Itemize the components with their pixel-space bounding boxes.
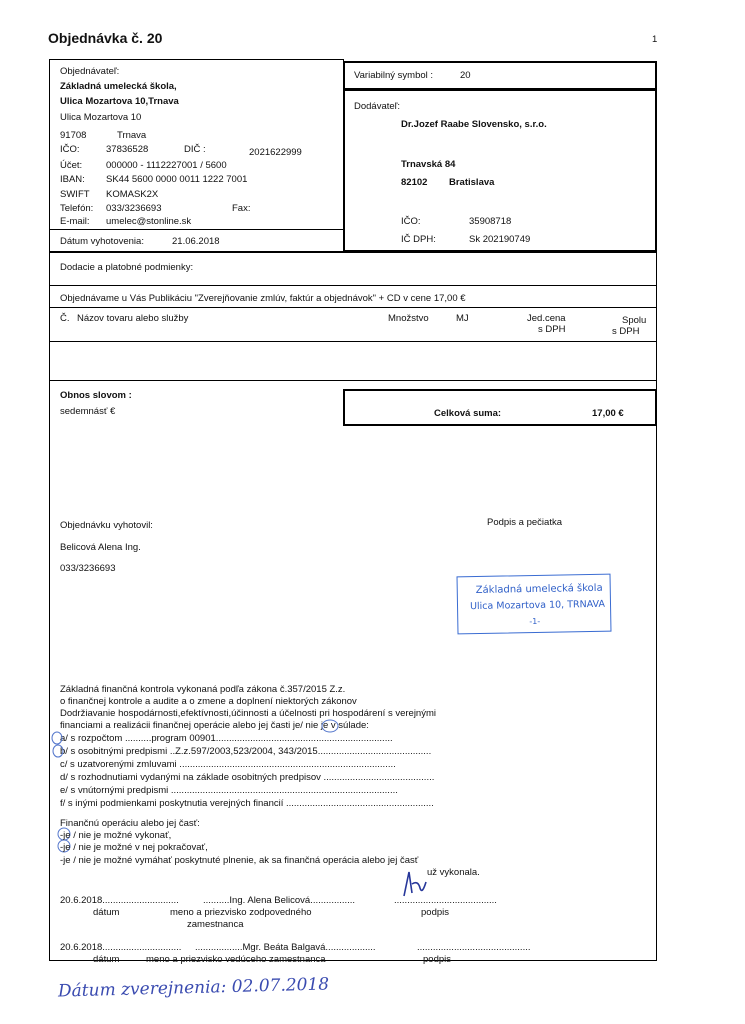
supplier-ico-label: IČO:	[401, 216, 421, 227]
supplier-icdph-label: IČ DPH:	[401, 234, 436, 245]
order-text: Objednávame u Vás Publikáciu "Zverejňovanie zmlúv, faktúr a objednávok" + CD v cene 17,00 €	[60, 293, 466, 304]
prepared-by-label: Objednávku vyhotovil:	[60, 520, 153, 531]
col-no: Č.	[60, 313, 70, 324]
control-item-e: e/ s vnútornými predpismi ......................................................................................	[60, 785, 398, 796]
buyer-swift: KOMASK2X	[106, 189, 159, 200]
buyer-city: Trnava	[117, 130, 147, 141]
buyer-ucet: 000000 - 1112227001 / 5600	[106, 160, 227, 171]
buyer-email-label: E-mail:	[60, 216, 90, 227]
buyer-street-bold: Ulica Mozartova 10,Trnava	[60, 96, 179, 107]
operation-line-2: -je / nie je možné v nej pokračovať,	[60, 842, 208, 853]
control-item-c: c/ s uzatvorenými zmluvami ..................................................................................	[60, 759, 396, 770]
col-price-2: s DPH	[538, 324, 566, 335]
sign1-signature-caption: podpis	[421, 907, 449, 918]
control-item-d: d/ s rozhodnutiami vydanými na základe osobitných predpisov ..........................................	[60, 772, 435, 783]
variable-symbol-label: Variabilný symbol :	[354, 70, 434, 81]
control-item-f: f/ s inými podmienkami poskytnutia verejných financií ........................................................	[60, 798, 434, 809]
buyer-dic: 2021622999	[249, 147, 302, 158]
page-title: Objednávka č. 20	[48, 30, 163, 46]
prepared-by-name: Belicová Alena Ing.	[60, 542, 141, 553]
sign2-date: 20.6.2018..............................	[60, 942, 182, 953]
sign2-signature-caption: podpis	[423, 954, 451, 965]
sign1-name-caption-1: meno a priezvisko zodpovedného	[170, 907, 312, 918]
col-qty: Množstvo	[388, 313, 429, 324]
col-total-1: Spolu	[622, 315, 647, 326]
supplier-icdph: Sk 202190749	[469, 234, 531, 245]
sign1-date-caption: dátum	[93, 907, 120, 918]
buyer-iban-label: IBAN:	[60, 174, 85, 185]
operation-line-1: -je / nie je možné vykonať,	[60, 830, 172, 841]
buyer-tel-label: Telefón:	[60, 203, 94, 214]
buyer-dic-label: DIČ :	[184, 144, 206, 155]
sign1-name-caption-2: zamestnanca	[187, 919, 244, 930]
stamp-line-1: Základná umelecká škola	[475, 582, 603, 597]
supplier-street: Trnavská 84	[401, 159, 456, 170]
col-unit: MJ	[456, 313, 469, 324]
col-name: Názov tovaru alebo služby	[77, 313, 189, 324]
control-item-a: a/ s rozpočtom ..........program 00901...................................................................	[60, 733, 393, 744]
buyer-ico: 37836528	[106, 144, 149, 155]
sign1-signature-line: .......................................	[394, 895, 497, 906]
stamp-line-2: Ulica Mozartova 10, TRNAVA	[469, 598, 606, 613]
amount-words-value: sedemnásť €	[60, 406, 116, 417]
col-price-1: Jed.cena	[527, 313, 566, 324]
buyer-tel: 033/3236693	[106, 203, 162, 214]
variable-symbol-value: 20	[460, 70, 471, 81]
col-total-2: s DPH	[612, 326, 640, 337]
buyer-street: Ulica Mozartova 10	[60, 112, 142, 123]
buyer-zip: 91708	[60, 130, 87, 141]
sign1-date: 20.6.2018.............................	[60, 895, 179, 906]
buyer-name: Základná umelecká škola,	[60, 81, 177, 92]
buyer-ico-label: IČO:	[60, 144, 80, 155]
operation-label: Finančnú operáciu alebo jej časť:	[60, 818, 200, 829]
supplier-name: Dr.Jozef Raabe Slovensko, s.r.o.	[401, 119, 547, 130]
control-line-1: Základná finančná kontrola vykonaná podľa zákona č.357/2015 Z.z.	[60, 684, 346, 695]
sign2-signature-line: ...........................................	[417, 942, 531, 953]
buyer-email: umelec@stonline.sk	[106, 216, 192, 227]
sign2-date-caption: dátum	[93, 954, 120, 965]
signature-label: Podpis a pečiatka	[487, 517, 562, 528]
date-label: Dátum vyhotovenia:	[60, 236, 144, 247]
prepared-by-phone: 033/3236693	[60, 563, 116, 574]
handwritten-publication-date: Dátum zverejnenia: 02.07.2018	[57, 974, 330, 1002]
supplier-label: Dodávateľ:	[354, 101, 401, 112]
total-label: Celková suma:	[434, 408, 502, 419]
supplier-ico: 35908718	[469, 216, 512, 227]
sign2-name-caption: meno a priezvisko vedúceho zamestnanca	[146, 954, 326, 965]
date-value: 21.06.2018	[172, 236, 220, 247]
operation-line-3: -je / nie je možné vymáhať poskytnuté plnenie, ak sa finančná operácia alebo jej časť	[60, 855, 419, 866]
operation-line-4: už vykonala.	[427, 867, 480, 878]
control-line-2: o finančnej kontrole a audite a o zmene a doplnení niektorých zákonov	[60, 696, 357, 707]
control-line-4: financiami a realizácii finančnej operácie alebo jej časti je/ nie je v súlade:	[60, 720, 369, 731]
total-value: 17,00 €	[592, 408, 624, 419]
control-line-3: Dodržiavanie hospodárnosti,efektívnosti,účinnosti a účelnosti pri hospodárení s verejnými	[60, 708, 436, 719]
supplier-city: Bratislava	[449, 177, 495, 188]
sign1-name: ..........Ing. Alena Belicová.................	[203, 895, 356, 906]
terms-label: Dodacie a platobné podmienky:	[60, 262, 194, 273]
amount-words-label: Obnos slovom :	[60, 390, 132, 401]
buyer-ucet-label: Účet:	[60, 160, 83, 171]
buyer-label: Objednávateľ:	[60, 66, 120, 77]
control-item-b: b/ s osobitnými predpismi ..Z.z.597/2003,523/2004, 343/2015...........................................	[60, 746, 432, 757]
sign2-name: ..................Mgr. Beáta Balgavá...................	[195, 942, 376, 953]
buyer-fax-label: Fax:	[232, 203, 251, 214]
buyer-swift-label: SWIFT	[60, 189, 90, 200]
page-number: 1	[652, 34, 658, 45]
buyer-iban: SK44 5600 0000 0011 1222 7001	[106, 174, 248, 185]
stamp-line-3: -1-	[529, 616, 541, 627]
supplier-zip: 82102	[401, 177, 428, 188]
